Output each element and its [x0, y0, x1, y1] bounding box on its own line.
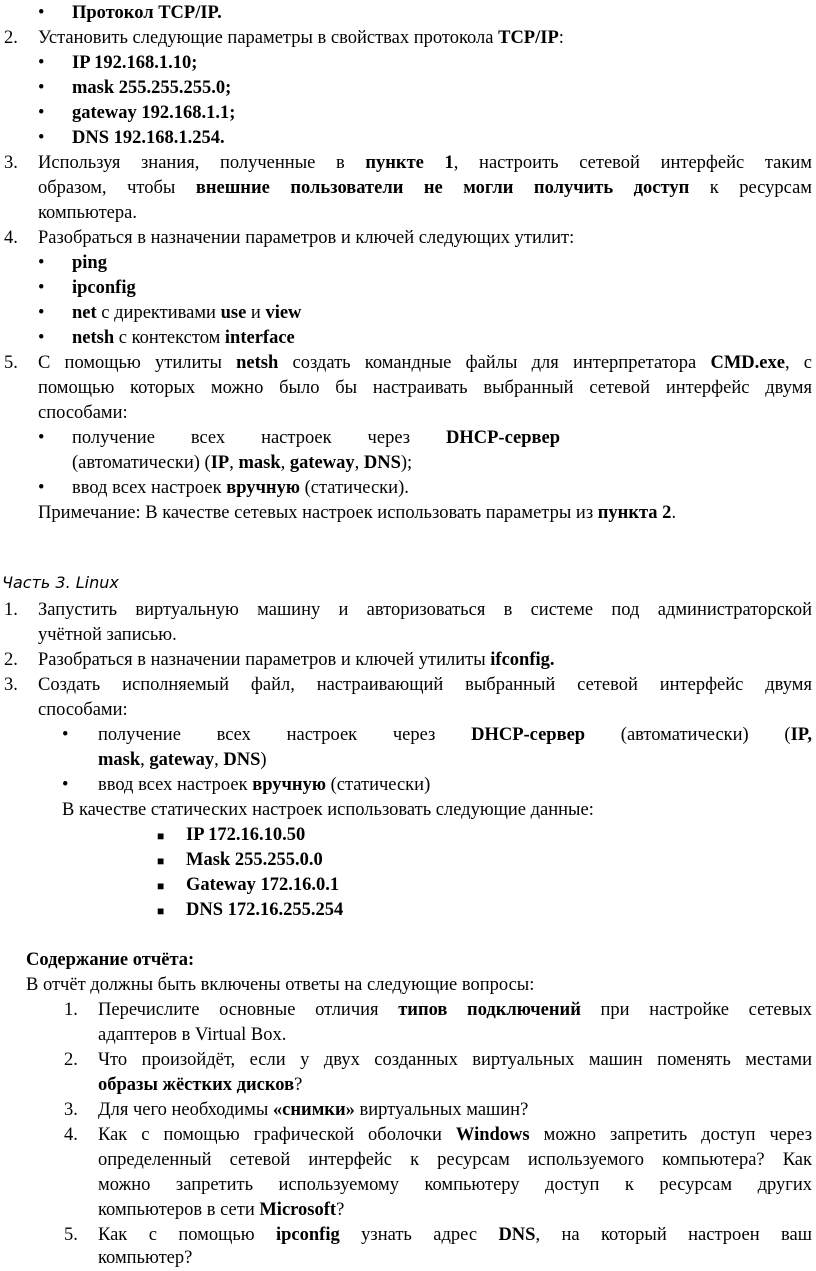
paragraph-line: Как с помощью графической оболочки Windows можно запретить доступ через	[98, 1125, 812, 1145]
bullet-icon: •	[38, 78, 45, 98]
bullet-icon: •	[38, 128, 45, 148]
list-item: netsh с контекстом interface	[72, 328, 295, 348]
bullet-icon: •	[38, 478, 45, 498]
paragraph-line: определенный сетевой интерфейс к ресурсам используемого компьютера? Как	[98, 1150, 812, 1170]
square-bullet-icon: ■	[157, 854, 165, 868]
list-number: 3.	[4, 153, 18, 173]
paragraph-line: образы жёстких дисков?	[98, 1075, 303, 1095]
paragraph-line: способами:	[38, 403, 128, 423]
paragraph-line: Запустить виртуальную машину и авторизоваться в системе под администраторской	[38, 600, 812, 620]
list-number: 3.	[64, 1100, 78, 1120]
list-number: 1.	[4, 600, 18, 620]
list-item: Gateway 172.16.0.1	[186, 875, 340, 895]
list-number: 4.	[64, 1125, 78, 1145]
bullet-icon: •	[38, 53, 45, 73]
bullet-icon: •	[62, 725, 69, 745]
list-number: 2.	[4, 650, 18, 670]
list-item: Протокол TCP/IP.	[72, 3, 222, 23]
paragraph-line: способами:	[38, 700, 128, 720]
paragraph-line: Используя знания, полученные в пункте 1, настроить сетевой интерфейс таким	[38, 153, 812, 173]
list-item: Установить следующие параметры в свойствах протокола TCP/IP:	[38, 28, 564, 48]
list-number: 3.	[4, 675, 18, 695]
note: Примечание: В качестве сетевых настроек использовать параметры из пункта 2.	[38, 503, 677, 523]
list-item: net с директивами use и view	[72, 303, 302, 323]
bullet-icon: •	[38, 328, 45, 348]
paragraph-line: адаптеров в Virtual Box.	[98, 1025, 287, 1045]
square-bullet-icon: ■	[157, 879, 165, 893]
paragraph-line: помощью которых можно было бы настраивать выбранный сетевой интерфейс двумя	[38, 378, 812, 398]
bullet-icon: •	[38, 428, 45, 448]
list-item: Разобраться в назначении параметров и ключей следующих утилит:	[38, 228, 575, 248]
paragraph-line: С помощью утилиты netsh создать командные файлы для интерпретатора CMD.exe, с	[38, 353, 813, 373]
paragraph-line: Перечислите основные отличия типов подключений при настройке сетевых	[98, 1000, 813, 1020]
paragraph-line: можно запретить используемому компьютеру доступ к ресурсам других	[98, 1175, 812, 1195]
list-item: получение всех настроек через DHCP-сервер (автоматически) (IP,	[98, 725, 812, 745]
paragraph-line: компьютер?	[98, 1248, 193, 1268]
bullet-icon: •	[38, 3, 45, 23]
list-number: 5.	[64, 1225, 78, 1245]
paragraph-line: компьютеров в сети Microsoft?	[98, 1200, 345, 1220]
list-item: IP 192.168.1.10;	[72, 53, 198, 73]
list-number: 5.	[4, 353, 18, 373]
paragraph-line: учётной записью.	[38, 625, 177, 645]
paragraph-line: В качестве статических настроек использовать следующие данные:	[62, 800, 594, 820]
section-heading: Часть 3. Linux	[2, 573, 119, 592]
list-item: DNS 192.168.1.254.	[72, 128, 225, 148]
list-item: mask, gateway, DNS)	[98, 750, 267, 770]
paragraph-line: образом, чтобы внешние пользователи не могли получить доступ к ресурсам	[38, 178, 813, 198]
square-bullet-icon: ■	[157, 904, 165, 918]
bullet-icon: •	[62, 775, 69, 795]
list-item: ввод всех настроек вручную (статически).	[72, 478, 409, 498]
list-number: 2.	[4, 28, 18, 48]
paragraph-line: В отчёт должны быть включены ответы на следующие вопросы:	[26, 975, 535, 995]
list-item: ping	[72, 253, 107, 273]
list-item: mask 255.255.255.0;	[72, 78, 232, 98]
paragraph-line: Как с помощью ipconfig узнать адрес DNS, на который настроен ваш	[98, 1225, 812, 1245]
list-item: получение всех настроек через DHCP-сервер	[72, 428, 560, 448]
section-title: Содержание отчёта:	[26, 950, 195, 970]
bullet-icon: •	[38, 303, 45, 323]
paragraph-line: компьютера.	[38, 203, 137, 223]
list-item: ipconfig	[72, 278, 136, 298]
list-item: DNS 172.16.255.254	[186, 900, 344, 920]
list-item: Разобраться в назначении параметров и ключей утилиты ifconfig.	[38, 650, 555, 670]
list-item: gateway 192.168.1.1;	[72, 103, 236, 123]
paragraph-line: Создать исполняемый файл, настраивающий выбранный сетевой интерфейс двумя	[38, 675, 812, 695]
list-item: Mask 255.255.0.0	[186, 850, 323, 870]
list-number: 4.	[4, 228, 18, 248]
list-item: IP 172.16.10.50	[186, 825, 306, 845]
bullet-icon: •	[38, 103, 45, 123]
paragraph-line: Что произойдёт, если у двух созданных виртуальных машин поменять местами	[98, 1050, 812, 1070]
list-number: 1.	[64, 1000, 78, 1020]
bullet-icon: •	[38, 278, 45, 298]
paragraph-line: Для чего необходимы «снимки» виртуальных машин?	[98, 1100, 529, 1120]
bullet-icon: •	[38, 253, 45, 273]
square-bullet-icon: ■	[157, 829, 165, 843]
list-item: (автоматически) (IP, mask, gateway, DNS);	[72, 453, 413, 473]
list-item: ввод всех настроек вручную (статически)	[98, 775, 431, 795]
list-number: 2.	[64, 1050, 78, 1070]
